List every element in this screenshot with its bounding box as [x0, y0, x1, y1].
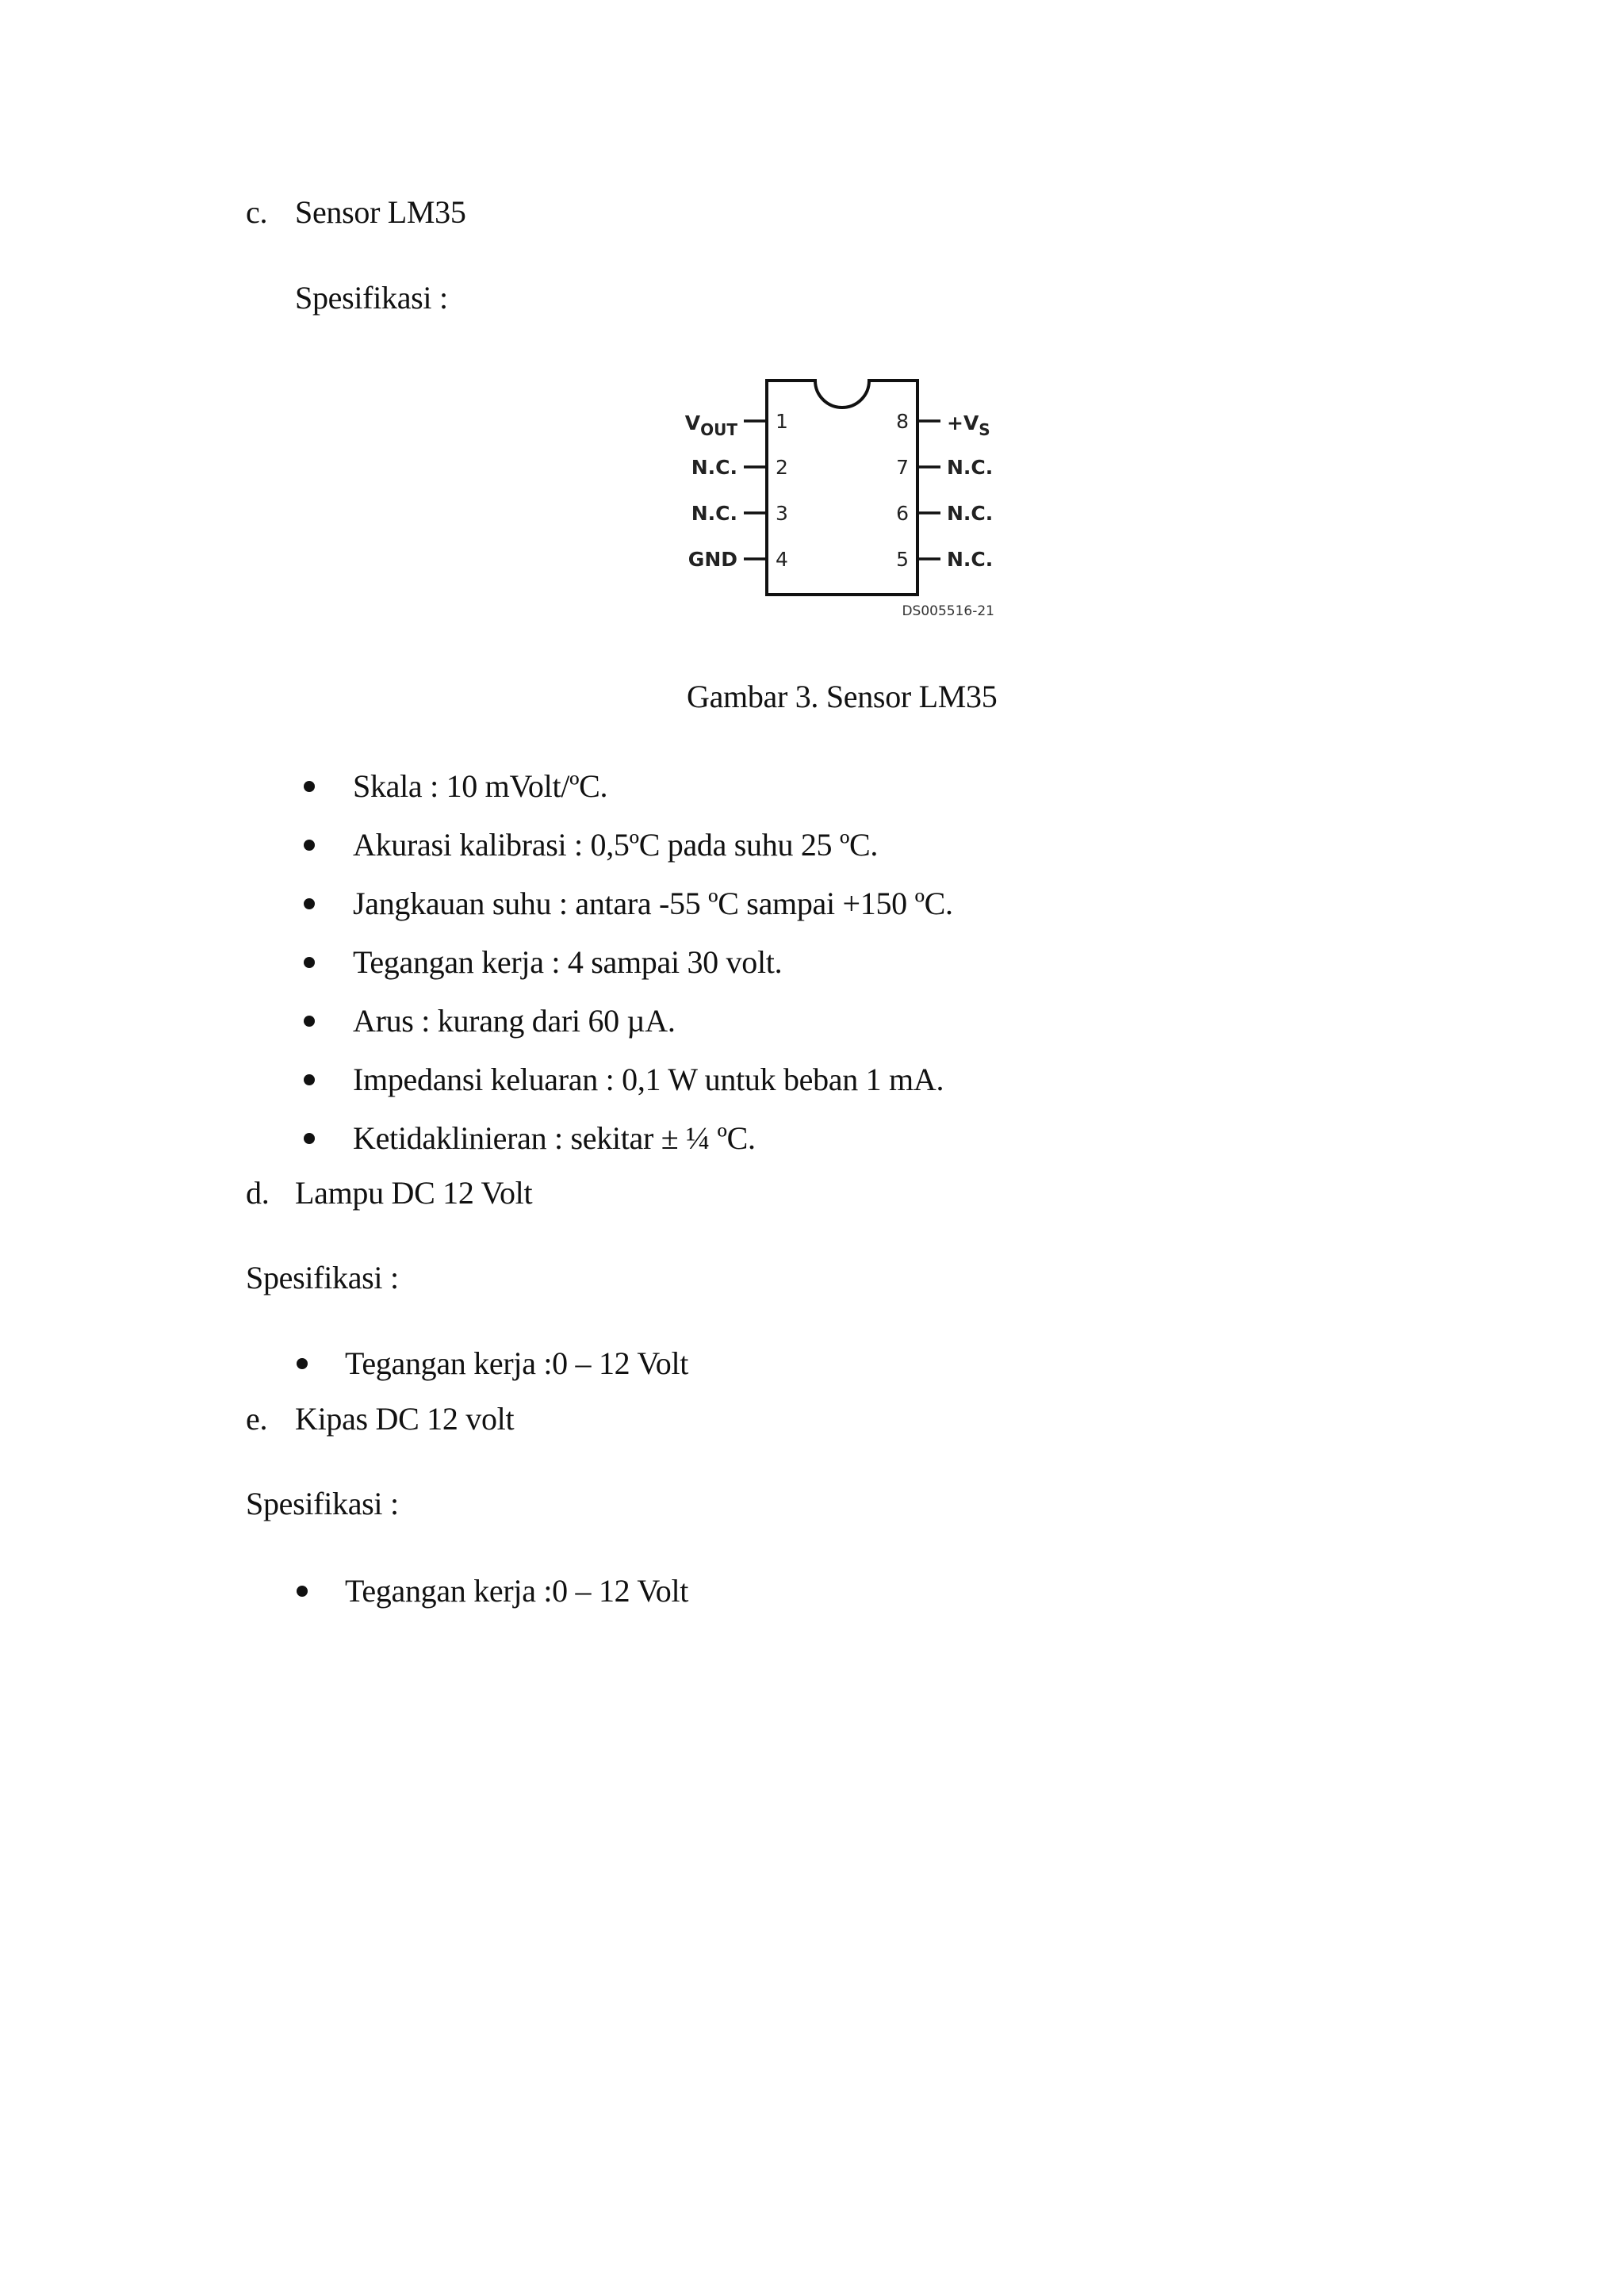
section-d-heading: [246, 1174, 532, 1212]
pin-2-number: 2: [776, 456, 788, 479]
ic-package-body: [767, 381, 917, 595]
spec-item-text: Jangkauan suhu : antara -55 ºC sampai +150 ºC.: [353, 886, 953, 921]
section-c-title: Sensor LM35: [295, 194, 466, 230]
pin-7-number: 7: [896, 456, 909, 479]
pin-3-label: N.C.: [691, 502, 737, 525]
section-d-spec-label: Spesifikasi :: [246, 1260, 399, 1295]
bullet-icon: [304, 1016, 315, 1027]
bullet-icon: [297, 1358, 308, 1369]
pin-5-label: N.C.: [947, 548, 994, 571]
section-e-title: Kipas DC 12 volt: [295, 1401, 515, 1437]
pin-5-number: 5: [896, 548, 909, 571]
spec-item-text: Tegangan kerja :0 – 12 Volt: [345, 1345, 689, 1381]
section-c-marker: c.: [246, 194, 268, 230]
pin-3-number: 3: [776, 502, 788, 525]
pin-6-label: N.C.: [947, 502, 994, 525]
part-code: DS005516-21: [902, 603, 994, 619]
pin-6-number: 6: [896, 502, 909, 525]
section-d-marker: d.: [246, 1175, 270, 1211]
spec-item-text: Tegangan kerja : 4 sampai 30 volt.: [353, 944, 783, 980]
section-e-heading: [246, 1400, 514, 1438]
figure-caption: Gambar 3. Sensor LM35: [687, 679, 998, 714]
pin-8-label: $+V_S$: [947, 411, 990, 439]
lm35-pinout-figure: [666, 365, 1015, 634]
spec-item-text: Tegangan kerja :0 – 12 Volt: [345, 1573, 689, 1609]
bullet-icon: [304, 840, 315, 851]
section-d-title: Lampu DC 12 Volt: [295, 1175, 533, 1211]
section-c-heading: [246, 193, 466, 232]
bullet-icon: [304, 1074, 315, 1085]
pin-1-label: $V_{OUT}$: [684, 411, 737, 439]
section-e-marker: e.: [246, 1401, 268, 1437]
pin-8-number: 8: [896, 410, 909, 433]
spec-item-text: Ketidaklinieran : sekitar ± ¼ ºC.: [353, 1120, 756, 1156]
spec-item-text: Arus : kurang dari 60 µA.: [353, 1003, 676, 1039]
pin-7-label: N.C.: [947, 456, 994, 479]
bullet-icon: [304, 1133, 315, 1144]
pin-2-label: N.C.: [691, 456, 737, 479]
section-e-spec-label: Spesifikasi :: [246, 1486, 399, 1521]
bullet-icon: [304, 781, 315, 792]
pin-1-number: 1: [776, 410, 788, 433]
spec-item-text: Skala : 10 mVolt/ºC.: [353, 768, 608, 804]
bullet-icon: [304, 957, 315, 968]
bullet-icon: [297, 1586, 308, 1597]
spec-item-text: Akurasi kalibrasi : 0,5ºC pada suhu 25 ºC.: [353, 827, 879, 863]
section-c-spec-label: Spesifikasi :: [295, 280, 448, 316]
pin-4-label: GND: [688, 548, 737, 571]
spec-item-text: Impedansi keluaran : 0,1 W untuk beban 1 mA.: [353, 1062, 944, 1097]
bullet-icon: [304, 898, 315, 909]
pin-4-number: 4: [776, 548, 788, 571]
